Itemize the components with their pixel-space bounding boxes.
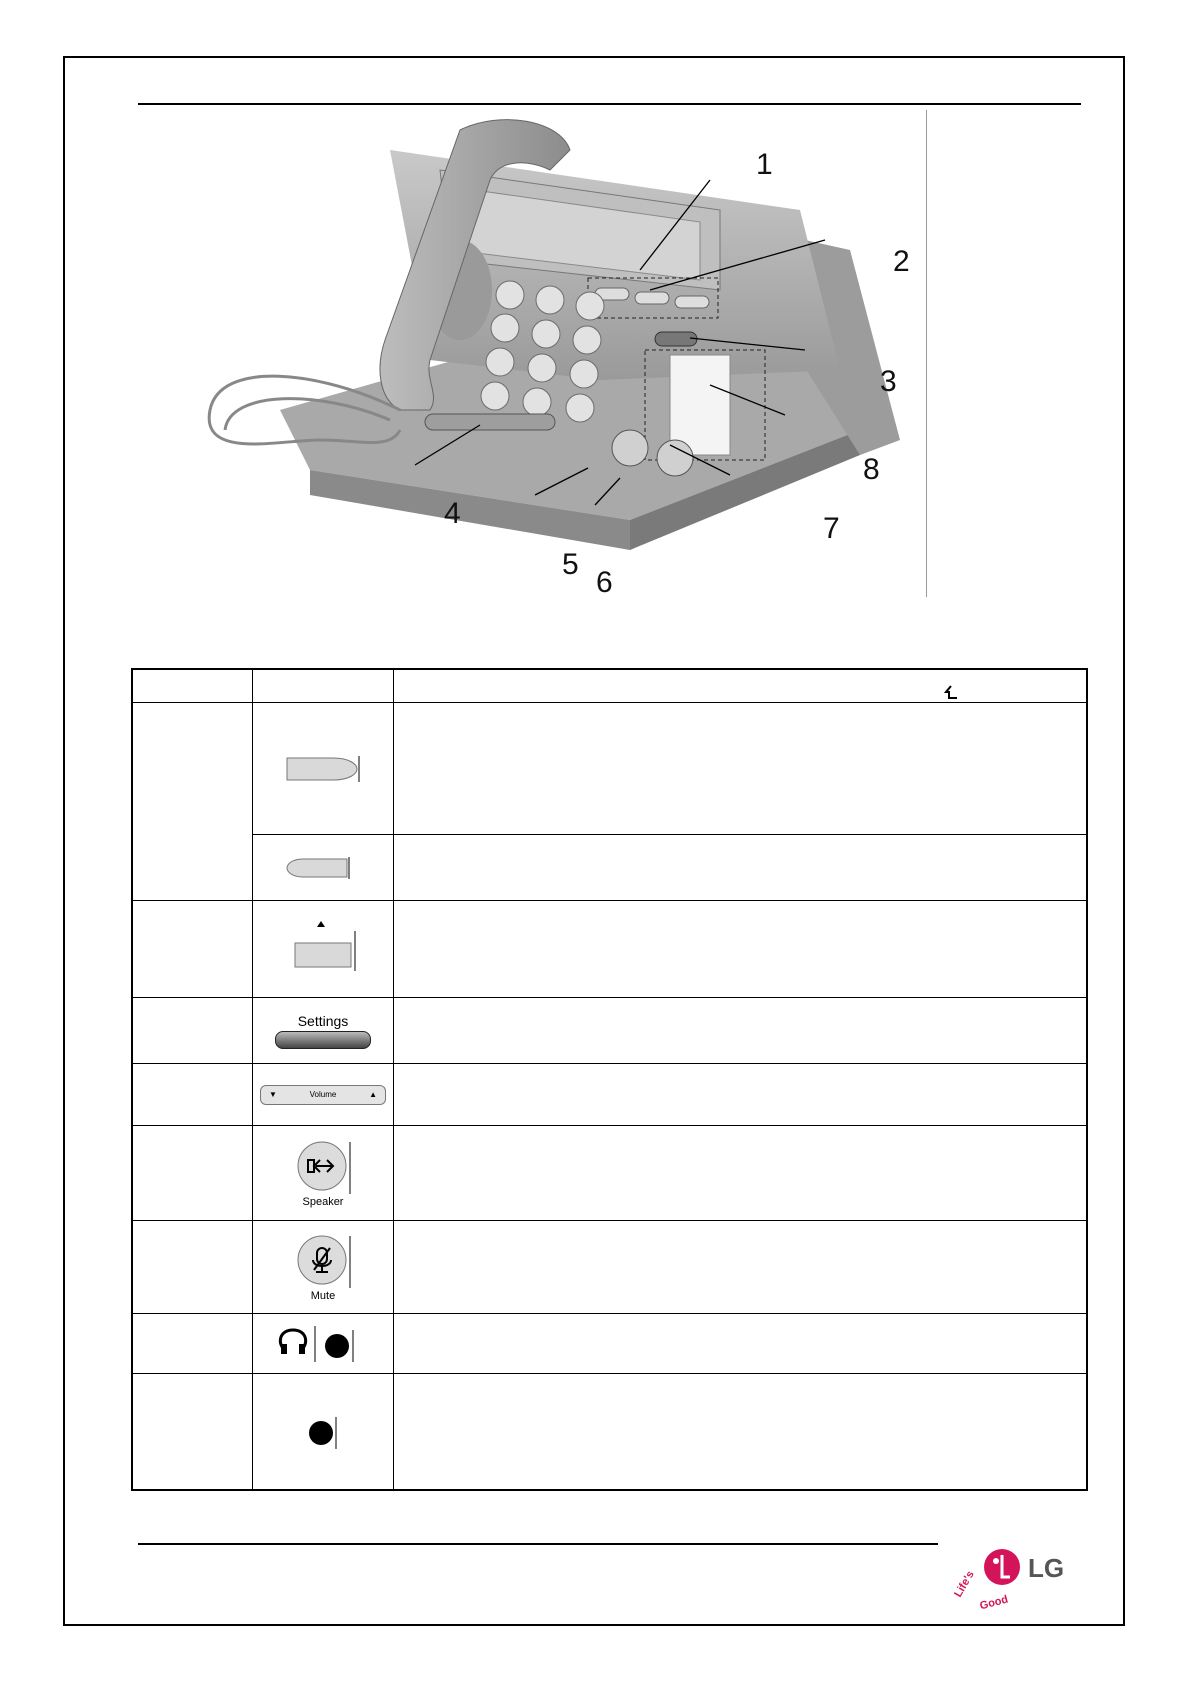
icon-cell xyxy=(253,1221,393,1313)
right-softkey-icon xyxy=(283,855,363,881)
phone-illustration xyxy=(200,110,920,610)
navigation-key-icon xyxy=(281,919,365,979)
icon-cell xyxy=(253,998,393,1063)
left-softkey-icon xyxy=(283,754,363,784)
callout-8: 8 xyxy=(863,453,880,486)
svg-text:Good: Good xyxy=(978,1593,1010,1613)
volume-label: Volume xyxy=(309,1090,337,1099)
mute-label: Mute xyxy=(310,1290,336,1302)
icon-cell xyxy=(253,703,393,834)
lg-logo xyxy=(950,1545,1080,1615)
speaker-label: Speaker xyxy=(302,1196,344,1208)
callout-7: 7 xyxy=(823,512,840,545)
volume-down-icon: ▼ xyxy=(269,1090,277,1099)
speaker-icon xyxy=(294,1138,352,1196)
callout-3: 3 xyxy=(880,365,897,398)
callout-1: 1 xyxy=(756,148,773,181)
icon-cell xyxy=(253,1314,393,1373)
callout-5: 5 xyxy=(562,548,579,581)
led-indicator-icon xyxy=(303,1413,343,1453)
icon-cell xyxy=(253,835,393,900)
svg-text:LG: LG xyxy=(1028,1553,1065,1583)
settings-key-icon xyxy=(275,1031,371,1049)
feature-table xyxy=(131,668,1088,1491)
lg-logo-mark xyxy=(950,1545,1080,1615)
shift-arrow-icon xyxy=(943,684,959,700)
callout-4: 4 xyxy=(444,497,461,530)
margin-line xyxy=(926,110,927,597)
icon-cell xyxy=(253,1126,393,1220)
volume-key-icon xyxy=(260,1085,386,1105)
volume-up-icon: ▲ xyxy=(369,1090,377,1099)
callout-2: 2 xyxy=(893,245,910,278)
callout-6: 6 xyxy=(596,566,613,599)
svg-text:Life's: Life's xyxy=(952,1568,977,1600)
settings-label: Settings xyxy=(297,1012,349,1029)
mute-icon xyxy=(294,1232,352,1290)
icon-cell xyxy=(253,1374,393,1491)
icon-cell xyxy=(253,1064,393,1125)
bottom-rule xyxy=(138,1543,938,1545)
column-divider xyxy=(393,670,394,1489)
top-rule xyxy=(138,103,1081,105)
headset-icon xyxy=(273,1324,373,1364)
icon-cell xyxy=(253,901,393,997)
